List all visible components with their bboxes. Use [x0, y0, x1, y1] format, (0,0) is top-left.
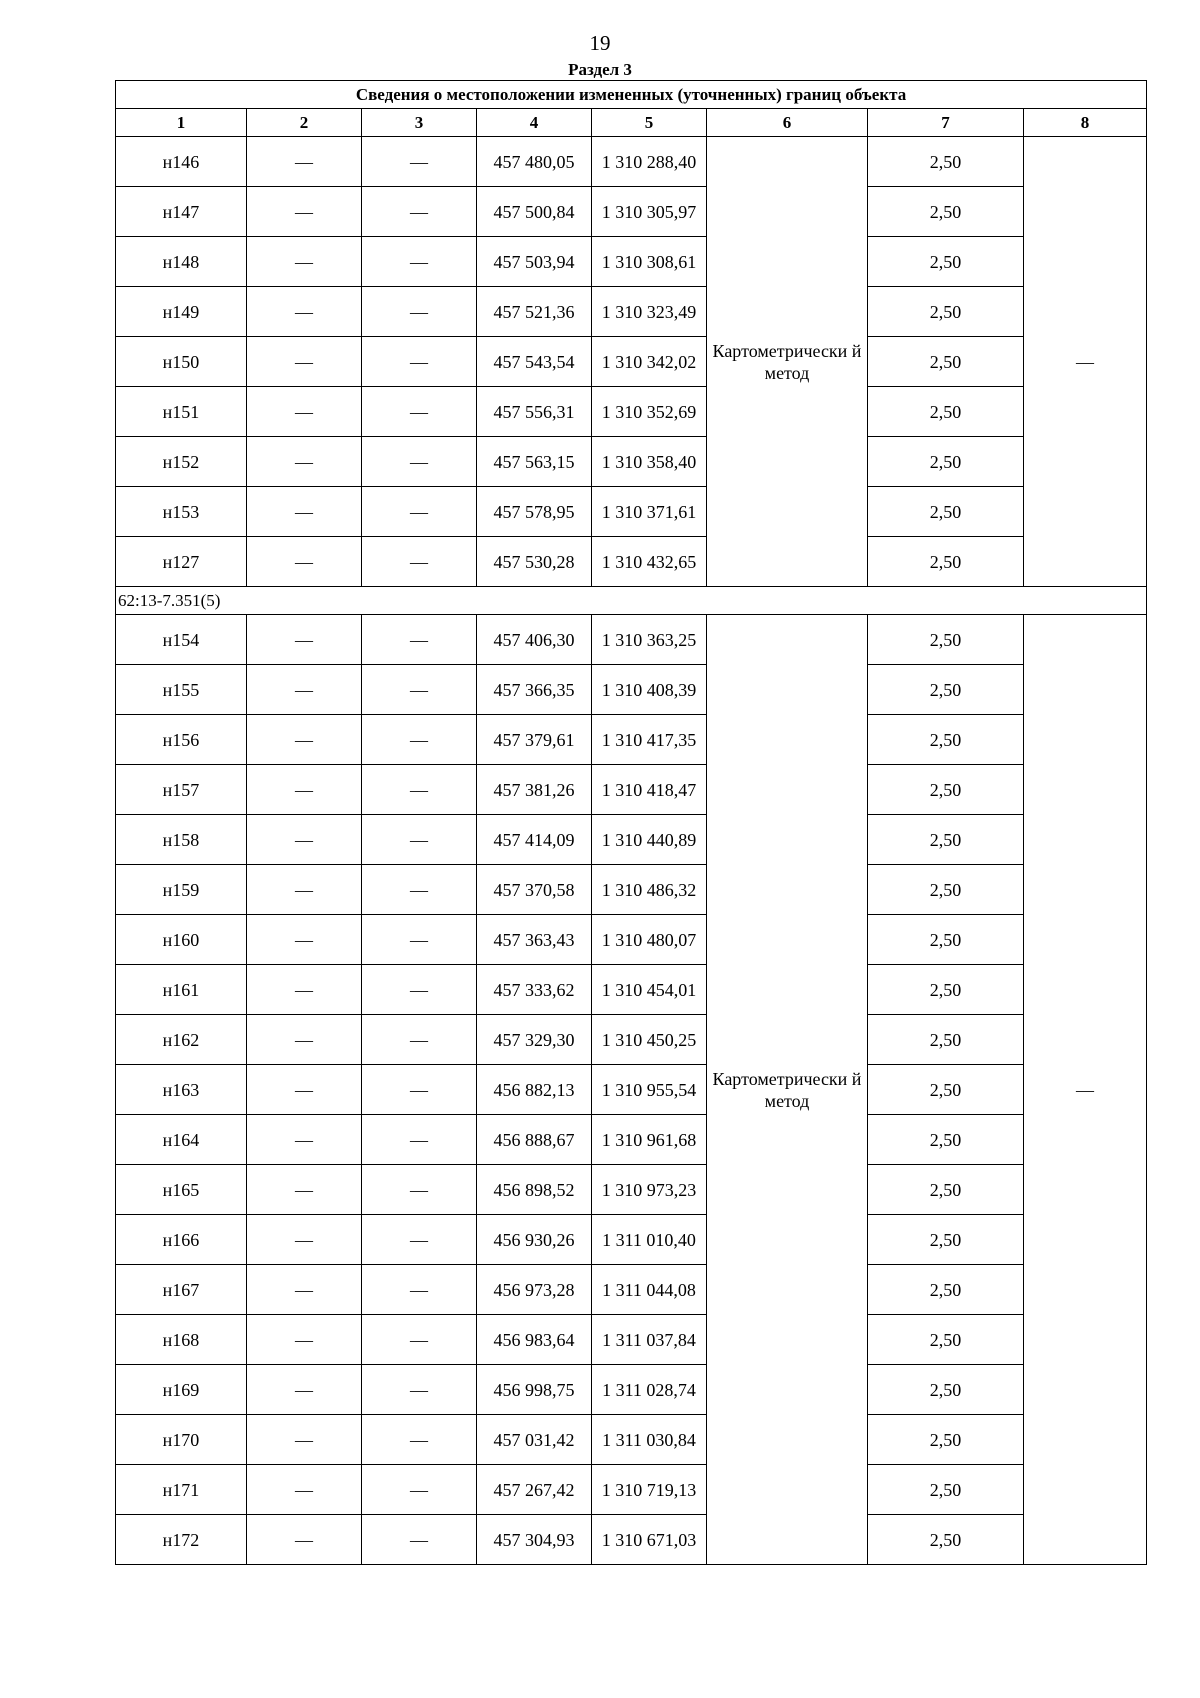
cell-col2: —: [247, 1215, 362, 1265]
cell-col2: —: [247, 1315, 362, 1365]
table-row: [116, 915, 1147, 965]
cell-col3: —: [362, 715, 477, 765]
accuracy-cell: 2,50: [868, 287, 1024, 337]
cell-col3: —: [362, 487, 477, 537]
cell-col3: —: [362, 137, 477, 187]
point-id: н154: [116, 615, 247, 665]
table-row: [116, 1215, 1147, 1265]
table-body: [116, 137, 1147, 1565]
coordinate-x: 457 563,15: [477, 437, 592, 487]
point-id: н160: [116, 915, 247, 965]
point-id: н147: [116, 187, 247, 237]
cell-col3: —: [362, 1165, 477, 1215]
table-row: [116, 1115, 1147, 1165]
coordinate-x: 457 543,54: [477, 337, 592, 387]
point-id: н148: [116, 237, 247, 287]
table-row: [116, 1515, 1147, 1565]
cell-col3: —: [362, 915, 477, 965]
point-id: н146: [116, 137, 247, 187]
accuracy-cell: 2,50: [868, 715, 1024, 765]
coordinate-y: 1 310 955,54: [592, 1065, 707, 1115]
table-row: [116, 137, 1147, 187]
table-row: [116, 237, 1147, 287]
coordinate-y: 1 310 352,69: [592, 387, 707, 437]
method-cell: Картометрически й метод: [707, 615, 868, 1565]
coordinate-x: 456 898,52: [477, 1165, 592, 1215]
coordinate-y: 1 310 342,02: [592, 337, 707, 387]
accuracy-cell: 2,50: [868, 1015, 1024, 1065]
column-number-header: 3: [362, 109, 477, 137]
cell-col2: —: [247, 237, 362, 287]
cell-col2: —: [247, 1065, 362, 1115]
accuracy-cell: 2,50: [868, 1415, 1024, 1465]
coordinate-y: 1 310 323,49: [592, 287, 707, 337]
coordinate-y: 1 310 308,61: [592, 237, 707, 287]
coordinate-y: 1 310 432,65: [592, 537, 707, 587]
column-numbers-row: [116, 109, 1147, 137]
coordinate-y: 1 310 305,97: [592, 187, 707, 237]
column-number-header: 7: [868, 109, 1024, 137]
cell-col2: —: [247, 915, 362, 965]
cell-col3: —: [362, 1415, 477, 1465]
point-id: н153: [116, 487, 247, 537]
accuracy-cell: 2,50: [868, 487, 1024, 537]
cell-col2: —: [247, 437, 362, 487]
point-id: н150: [116, 337, 247, 387]
coordinate-y: 1 310 418,47: [592, 765, 707, 815]
table-row: [116, 1315, 1147, 1365]
point-id: н162: [116, 1015, 247, 1065]
cell-col2: —: [247, 137, 362, 187]
coordinate-y: 1 310 454,01: [592, 965, 707, 1015]
accuracy-cell: 2,50: [868, 1165, 1024, 1215]
accuracy-cell: 2,50: [868, 237, 1024, 287]
accuracy-cell: 2,50: [868, 915, 1024, 965]
coordinate-x: 456 888,67: [477, 1115, 592, 1165]
cell-col8: —: [1024, 615, 1147, 1565]
accuracy-cell: 2,50: [868, 187, 1024, 237]
coordinate-x: 457 500,84: [477, 187, 592, 237]
cell-col2: —: [247, 287, 362, 337]
accuracy-cell: 2,50: [868, 665, 1024, 715]
cell-col8: —: [1024, 137, 1147, 587]
cell-col3: —: [362, 965, 477, 1015]
cell-col3: —: [362, 1465, 477, 1515]
column-number-header: 4: [477, 109, 592, 137]
cell-col3: —: [362, 537, 477, 587]
coordinate-y: 1 311 037,84: [592, 1315, 707, 1365]
accuracy-cell: 2,50: [868, 1265, 1024, 1315]
coordinate-y: 1 310 671,03: [592, 1515, 707, 1565]
coordinate-y: 1 310 358,40: [592, 437, 707, 487]
accuracy-cell: 2,50: [868, 337, 1024, 387]
cell-col3: —: [362, 1365, 477, 1415]
coordinate-x: 457 414,09: [477, 815, 592, 865]
coordinate-y: 1 310 417,35: [592, 715, 707, 765]
cell-col3: —: [362, 1215, 477, 1265]
coordinate-x: 457 366,35: [477, 665, 592, 715]
point-id: н157: [116, 765, 247, 815]
accuracy-cell: 2,50: [868, 615, 1024, 665]
point-id: н169: [116, 1365, 247, 1415]
point-id: н161: [116, 965, 247, 1015]
cell-col3: —: [362, 337, 477, 387]
point-id: н166: [116, 1215, 247, 1265]
coordinate-x: 457 363,43: [477, 915, 592, 965]
table-row: [116, 1065, 1147, 1115]
table-row: [116, 765, 1147, 815]
point-id: н149: [116, 287, 247, 337]
cell-col2: —: [247, 1365, 362, 1415]
table-row: [116, 1415, 1147, 1465]
cell-col2: —: [247, 865, 362, 915]
table-row: [116, 1265, 1147, 1315]
coordinate-x: 457 031,42: [477, 1415, 592, 1465]
cell-col2: —: [247, 1165, 362, 1215]
column-number-header: 5: [592, 109, 707, 137]
accuracy-cell: 2,50: [868, 965, 1024, 1015]
coordinate-y: 1 310 440,89: [592, 815, 707, 865]
cell-col2: —: [247, 537, 362, 587]
cell-col2: —: [247, 665, 362, 715]
cell-col2: —: [247, 965, 362, 1015]
cell-col3: —: [362, 387, 477, 437]
accuracy-cell: 2,50: [868, 1315, 1024, 1365]
cell-col3: —: [362, 815, 477, 865]
coordinate-y: 1 310 480,07: [592, 915, 707, 965]
coordinate-y: 1 311 044,08: [592, 1265, 707, 1315]
coordinate-x: 457 406,30: [477, 615, 592, 665]
accuracy-cell: 2,50: [868, 765, 1024, 815]
accuracy-cell: 2,50: [868, 1115, 1024, 1165]
point-id: н164: [116, 1115, 247, 1165]
table-row: [116, 437, 1147, 487]
coordinate-x: 456 882,13: [477, 1065, 592, 1115]
table-row: [116, 665, 1147, 715]
coordinate-x: 457 304,93: [477, 1515, 592, 1565]
column-number-header: 6: [707, 109, 868, 137]
table-row: [116, 1365, 1147, 1415]
coordinate-y: 1 310 408,39: [592, 665, 707, 715]
coordinate-x: 457 381,26: [477, 765, 592, 815]
cell-col3: —: [362, 237, 477, 287]
point-id: н158: [116, 815, 247, 865]
point-id: н151: [116, 387, 247, 437]
table-row: [116, 387, 1147, 437]
point-id: н163: [116, 1065, 247, 1115]
page-number: 19: [589, 31, 611, 55]
accuracy-cell: 2,50: [868, 437, 1024, 487]
method-cell: Картометрически й метод: [707, 137, 868, 587]
table-row: [116, 337, 1147, 387]
coordinate-x: 456 973,28: [477, 1265, 592, 1315]
table-row: [116, 865, 1147, 915]
cell-col3: —: [362, 1015, 477, 1065]
cell-col2: —: [247, 337, 362, 387]
point-id: н159: [116, 865, 247, 915]
table-row: [116, 187, 1147, 237]
cell-col3: —: [362, 1265, 477, 1315]
table-row: [116, 815, 1147, 865]
cell-col2: —: [247, 765, 362, 815]
accuracy-cell: 2,50: [868, 1365, 1024, 1415]
accuracy-cell: 2,50: [868, 1515, 1024, 1565]
accuracy-cell: 2,50: [868, 1065, 1024, 1115]
point-id: н165: [116, 1165, 247, 1215]
coordinate-x: 457 530,28: [477, 537, 592, 587]
coordinate-y: 1 310 961,68: [592, 1115, 707, 1165]
section-title: Раздел 3: [568, 60, 632, 79]
point-id: н167: [116, 1265, 247, 1315]
coordinate-y: 1 310 450,25: [592, 1015, 707, 1065]
boundary-coordinates-table: [115, 80, 1147, 1565]
coordinate-x: 457 521,36: [477, 287, 592, 337]
table-row: [116, 965, 1147, 1015]
point-id: н127: [116, 537, 247, 587]
cell-col3: —: [362, 1065, 477, 1115]
cell-col3: —: [362, 865, 477, 915]
table-row: [116, 287, 1147, 337]
point-id: н152: [116, 437, 247, 487]
coordinate-x: 457 370,58: [477, 865, 592, 915]
coordinate-x: 457 556,31: [477, 387, 592, 437]
cell-col3: —: [362, 765, 477, 815]
coordinate-y: 1 310 371,61: [592, 487, 707, 537]
cell-col2: —: [247, 815, 362, 865]
cell-col2: —: [247, 1465, 362, 1515]
table-row: [116, 1165, 1147, 1215]
coordinate-x: 456 998,75: [477, 1365, 592, 1415]
coordinate-x: 457 503,94: [477, 237, 592, 287]
coordinate-y: 1 310 973,23: [592, 1165, 707, 1215]
column-number-header: 8: [1024, 109, 1147, 137]
accuracy-cell: 2,50: [868, 1465, 1024, 1515]
cell-col3: —: [362, 1515, 477, 1565]
cell-col2: —: [247, 1115, 362, 1165]
coordinate-x: 457 267,42: [477, 1465, 592, 1515]
cell-col2: —: [247, 1415, 362, 1465]
table-row: [116, 1015, 1147, 1065]
column-number-header: 1: [116, 109, 247, 137]
cell-col2: —: [247, 187, 362, 237]
table-caption: Сведения о местоположении измененных (уточненных) границ объекта: [116, 81, 1147, 109]
table-row: [116, 537, 1147, 587]
cell-col3: —: [362, 615, 477, 665]
cell-col2: —: [247, 615, 362, 665]
coordinate-x: 457 480,05: [477, 137, 592, 187]
cell-col2: —: [247, 715, 362, 765]
cell-col3: —: [362, 187, 477, 237]
point-id: н170: [116, 1415, 247, 1465]
coordinate-y: 1 310 288,40: [592, 137, 707, 187]
cell-col3: —: [362, 1115, 477, 1165]
coordinate-y: 1 310 719,13: [592, 1465, 707, 1515]
cell-col2: —: [247, 487, 362, 537]
point-id: н172: [116, 1515, 247, 1565]
coordinate-x: 456 930,26: [477, 1215, 592, 1265]
cell-col2: —: [247, 1015, 362, 1065]
coordinate-y: 1 311 030,84: [592, 1415, 707, 1465]
cell-col3: —: [362, 665, 477, 715]
point-id: н171: [116, 1465, 247, 1515]
coordinate-y: 1 310 486,32: [592, 865, 707, 915]
cell-col3: —: [362, 1315, 477, 1365]
accuracy-cell: 2,50: [868, 865, 1024, 915]
cell-col2: —: [247, 1515, 362, 1565]
table-row: [116, 1465, 1147, 1515]
column-number-header: 2: [247, 109, 362, 137]
cell-col3: —: [362, 287, 477, 337]
accuracy-cell: 2,50: [868, 137, 1024, 187]
table-row: [116, 487, 1147, 537]
accuracy-cell: 2,50: [868, 1215, 1024, 1265]
point-id: н156: [116, 715, 247, 765]
table-row: [116, 615, 1147, 665]
coordinate-y: 1 310 363,25: [592, 615, 707, 665]
coordinate-x: 457 578,95: [477, 487, 592, 537]
parcel-label: 62:13-7.351(5): [116, 587, 1147, 615]
coordinate-y: 1 311 010,40: [592, 1215, 707, 1265]
accuracy-cell: 2,50: [868, 815, 1024, 865]
cell-col3: —: [362, 437, 477, 487]
cell-col2: —: [247, 1265, 362, 1315]
coordinate-y: 1 311 028,74: [592, 1365, 707, 1415]
coordinate-x: 456 983,64: [477, 1315, 592, 1365]
parcel-group-row: [116, 587, 1147, 615]
coordinate-x: 457 379,61: [477, 715, 592, 765]
accuracy-cell: 2,50: [868, 387, 1024, 437]
coordinate-x: 457 333,62: [477, 965, 592, 1015]
accuracy-cell: 2,50: [868, 537, 1024, 587]
coordinate-x: 457 329,30: [477, 1015, 592, 1065]
cell-col2: —: [247, 387, 362, 437]
point-id: н155: [116, 665, 247, 715]
point-id: н168: [116, 1315, 247, 1365]
table-row: [116, 715, 1147, 765]
